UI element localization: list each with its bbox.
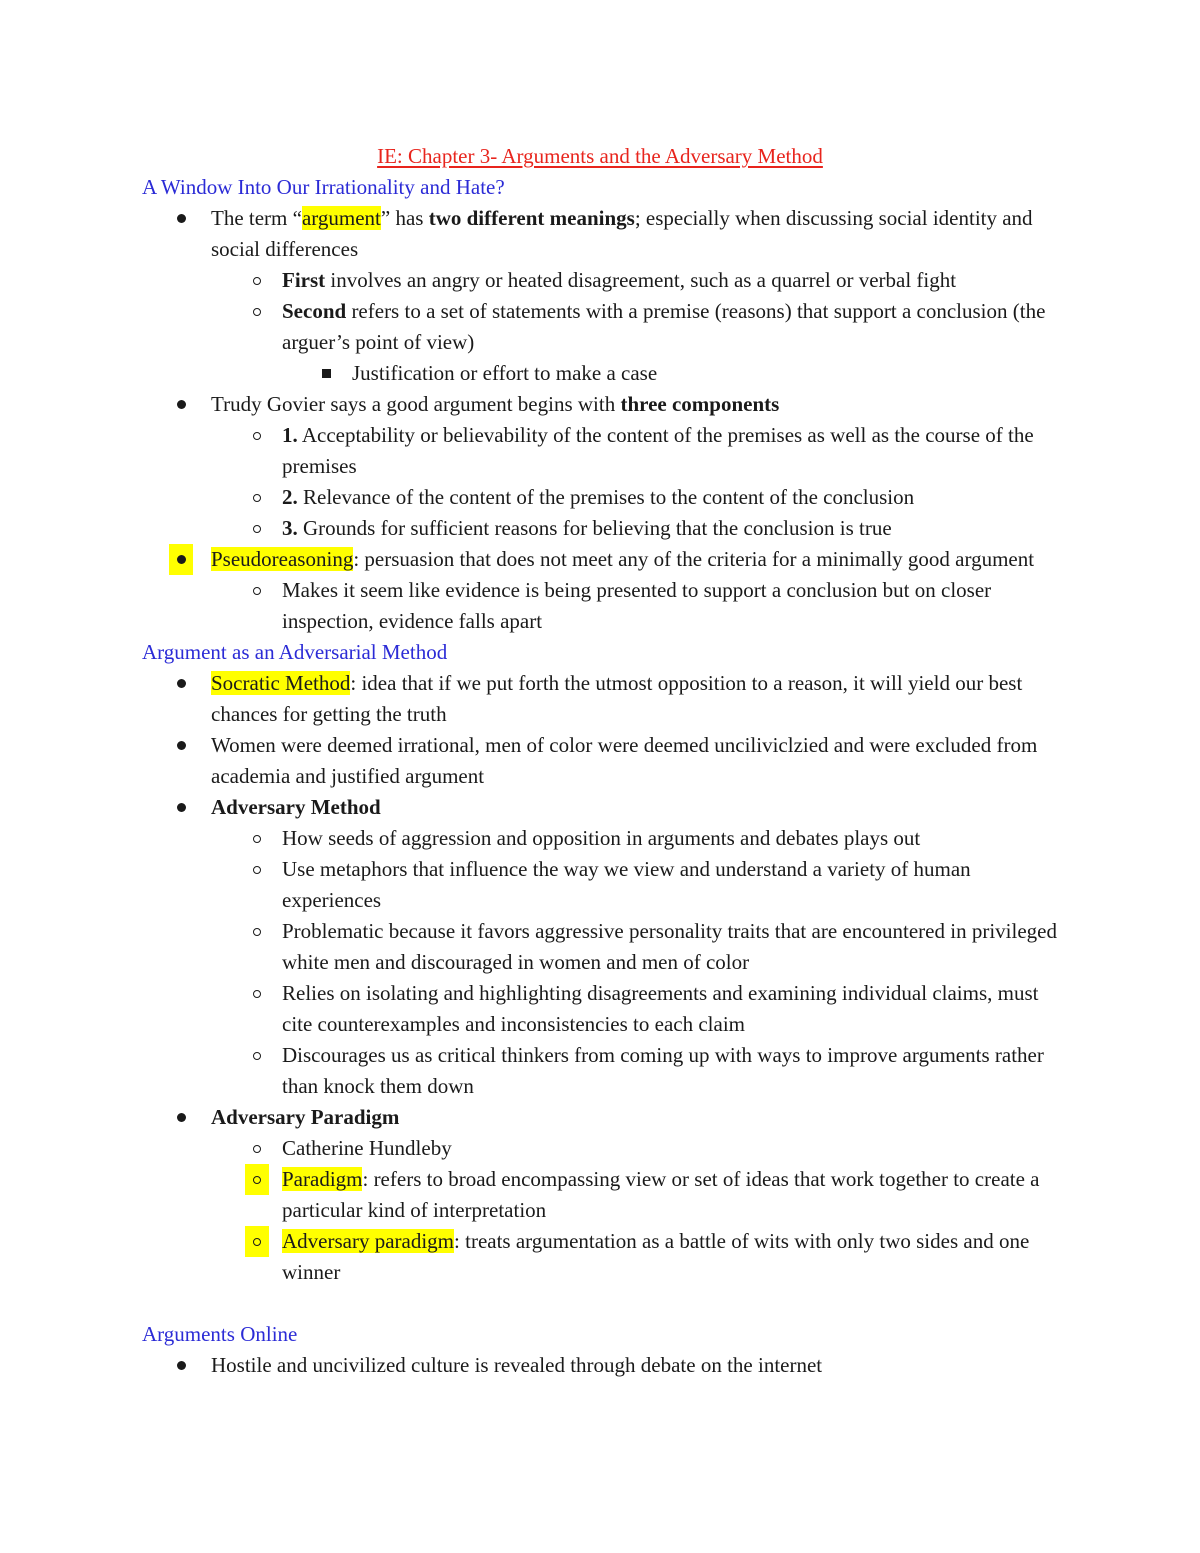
list-item-text: [282, 919, 1057, 974]
text-run: Grounds for sufficient reasons for believing that the conclusion is true: [297, 516, 892, 540]
list-item: [142, 823, 1062, 854]
bullet-circle-icon: [250, 420, 264, 451]
bullet-dot-icon: [174, 389, 188, 420]
list-item-text: [282, 1167, 1040, 1222]
text-run: : persuasion that does not meet any of the criteria for a minimally good argument: [353, 547, 1035, 571]
list-item: [142, 265, 1062, 296]
list-item: [142, 854, 1062, 916]
bullet-circle-icon: [250, 296, 264, 327]
list-item-text: [282, 485, 914, 509]
highlighted-term: Adversary paradigm: [282, 1229, 455, 1253]
list-item: [142, 668, 1062, 730]
list-item-text: [211, 392, 779, 416]
list-item-text: [352, 361, 657, 385]
list-item: [142, 358, 1062, 389]
list-item-text: [282, 268, 956, 292]
list-item-text: [211, 671, 1022, 726]
bullet-circle-icon: [250, 916, 264, 947]
list-item-text: [282, 578, 991, 633]
list-item: [142, 1164, 1062, 1226]
list-item: [142, 1226, 1062, 1288]
highlighted-term: Socratic Method: [211, 671, 351, 695]
text-run: How seeds of aggression and opposition in arguments and debates plays out: [282, 826, 921, 850]
list-item-text: [211, 733, 1037, 788]
text-run: involves an angry or heated disagreement, such as a quarrel or verbal fight: [325, 268, 957, 292]
list-item: [142, 544, 1062, 575]
bullet-circle-icon: [250, 1133, 264, 1164]
bullet-dot-icon: [174, 203, 188, 234]
text-run: Makes it seem like evidence is being presented to support a conclusion but on closer inspection, evidence falls apart: [282, 578, 992, 633]
list-item: [142, 203, 1062, 265]
bold-text: Adversary Method: [211, 795, 381, 819]
text-run: Relevance of the content of the premises to the content of the conclusion: [297, 485, 915, 509]
text-run: Use metaphors that influence the way we view and understand a variety of human experiences: [282, 857, 971, 912]
list-item-text: [211, 1105, 399, 1129]
text-run: Catherine Hundleby: [282, 1136, 452, 1160]
bold-text: 3.: [282, 516, 298, 540]
bold-text: 2.: [282, 485, 298, 509]
bullet-square-icon: [319, 358, 333, 389]
list-item-text: [211, 795, 381, 819]
bold-text: First: [282, 268, 326, 292]
list-item-text: [282, 1229, 1029, 1284]
bullet-dot-icon: [174, 1350, 188, 1381]
list-item-text: [211, 1353, 822, 1377]
bold-text: 1.: [282, 423, 298, 447]
bold-text: Second: [282, 299, 347, 323]
bold-text: three components: [620, 392, 780, 416]
list-item: [142, 978, 1062, 1040]
bullet-circle-icon: [250, 854, 264, 885]
bullet-dot-icon: [169, 544, 193, 575]
list-item: [142, 1102, 1062, 1133]
bullet-circle-icon: [250, 265, 264, 296]
section-heading: Arguments Online: [142, 1322, 298, 1346]
list-item-text: [282, 1136, 452, 1160]
text-run: : treats argumentation as a battle of wits with only two sides and one winner: [282, 1229, 1030, 1284]
list-item-text: [282, 423, 1034, 478]
bullet-circle-icon: [250, 823, 264, 854]
document-title: IE: Chapter 3- Arguments and the Adversary Method: [377, 144, 823, 168]
bullet-circle-icon: [250, 575, 264, 606]
list-item-text: [282, 1043, 1044, 1098]
bold-text: Adversary Paradigm: [211, 1105, 400, 1129]
text-run: : refers to broad encompassing view or set of ideas that work together to create a particular kind of interpretation: [282, 1167, 1040, 1222]
list-item: [142, 482, 1062, 513]
text-run: ” has: [380, 206, 429, 230]
list-item: [142, 513, 1062, 544]
text-run: The term “: [211, 206, 302, 230]
list-item: [142, 730, 1062, 792]
list-item-text: [282, 516, 892, 540]
text-run: Problematic because it favors aggressive personality traits that are encountered in privileged white men and discouraged in women and men of color: [282, 919, 1057, 974]
bullet-circle-icon: [245, 1164, 269, 1195]
list-item: [142, 296, 1062, 358]
list-item: [142, 1133, 1062, 1164]
highlighted-term: Paradigm: [282, 1167, 363, 1191]
text-run: Discourages us as critical thinkers from coming up with ways to improve arguments rather than knock them down: [282, 1043, 1044, 1098]
list-item: [142, 792, 1062, 823]
text-run: ; especially when discussing social identity and social differences: [211, 206, 1033, 261]
list-item-text: [282, 299, 1045, 354]
text-run: Justification or effort to make a case: [352, 361, 658, 385]
bullet-dot-icon: [174, 730, 188, 761]
list-item: [142, 1040, 1062, 1102]
list-item: [142, 1350, 1062, 1381]
bold-text: two different meanings: [428, 206, 635, 230]
bullet-circle-icon: [250, 978, 264, 1009]
bullet-dot-icon: [174, 792, 188, 823]
list-item: [142, 575, 1062, 637]
text-run: Trudy Govier says a good argument begins with: [211, 392, 621, 416]
blank-line: [142, 1288, 1062, 1319]
list-item: [142, 389, 1062, 420]
list-item-text: [211, 206, 1033, 261]
list-item-text: [282, 981, 1038, 1036]
list-item-text: [282, 826, 920, 850]
bullet-dot-icon: [174, 668, 188, 699]
section-heading: Argument as an Adversarial Method: [142, 640, 448, 664]
text-run: Acceptability or believability of the content of the premises as well as the course of the premises: [282, 423, 1034, 478]
bullet-circle-icon: [250, 513, 264, 544]
text-run: refers to a set of statements with a premise (reasons) that support a conclusion (the arguer’s point of view): [282, 299, 1046, 354]
bullet-circle-icon: [245, 1226, 269, 1257]
list-item: [142, 916, 1062, 978]
text-run: Women were deemed irrational, men of color were deemed unciliviclzied and were excluded from academia and justified argument: [211, 733, 1038, 788]
highlighted-term: Pseudoreasoning: [211, 547, 354, 571]
bullet-dot-icon: [174, 1102, 188, 1133]
list-item-text: [211, 547, 1034, 571]
text-run: : idea that if we put forth the utmost opposition to a reason, it will yield our best chances for getting the truth: [211, 671, 1023, 726]
list-item: [142, 420, 1062, 482]
list-item-text: [282, 857, 971, 912]
text-run: Hostile and uncivilized culture is revealed through debate on the internet: [211, 1353, 823, 1377]
section-heading: A Window Into Our Irrationality and Hate?: [142, 175, 505, 199]
bullet-circle-icon: [250, 1040, 264, 1071]
text-run: Relies on isolating and highlighting disagreements and examining individual claims, must cite counterexamples and inconsistencies to each claim: [282, 981, 1039, 1036]
bullet-circle-icon: [250, 482, 264, 513]
document-body: [142, 172, 1062, 1381]
highlighted-term: argument: [301, 206, 381, 230]
